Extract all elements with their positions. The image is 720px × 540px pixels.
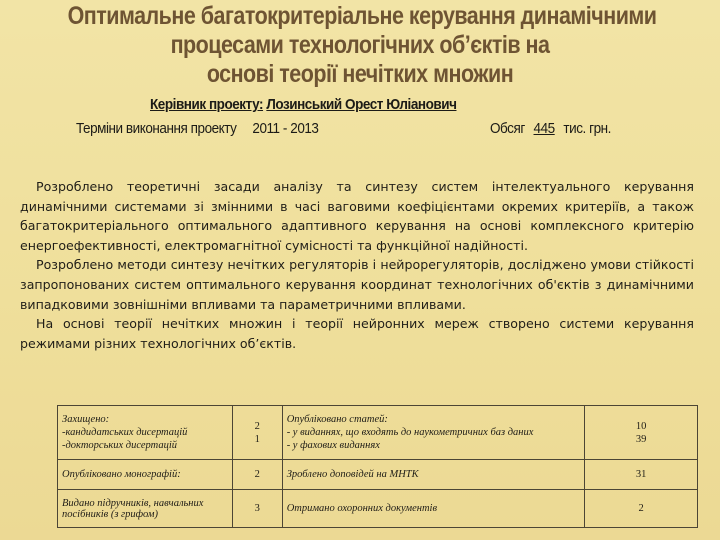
cell-line: Опубліковано статей: — [286, 414, 388, 425]
cell-value: 1 — [254, 433, 260, 445]
cell-line: - у фахових виданнях — [286, 440, 380, 451]
project-terms-volume — [76, 120, 634, 137]
results-table — [57, 405, 698, 528]
cell-line: Захищено: — [62, 414, 110, 425]
table-cell-articles — [282, 406, 585, 460]
cell-value: 2 — [254, 420, 260, 432]
table-cell-dissertations — [58, 406, 233, 460]
title-line-3: основі теорії нечітких множин — [206, 60, 514, 88]
table-row — [58, 490, 698, 528]
table-cell-dissertations-count — [232, 406, 282, 460]
title-line-1: Оптимальне багатокритеріальне керування динамічними — [67, 2, 657, 30]
volume-value: 445 — [533, 120, 555, 137]
leader-name: Лозинський Орест Юліанович — [266, 96, 457, 113]
page-title — [67, 2, 657, 89]
table-cell-articles-count — [585, 406, 698, 460]
table-row — [58, 460, 698, 490]
table-cell-reports-count: 31 — [585, 460, 698, 490]
cell-value: 10 — [635, 420, 647, 432]
leader-label: Керівник проекту: — [150, 96, 264, 113]
table-cell-monographs-count: 2 — [232, 460, 282, 490]
volume-label: Обсяг — [490, 120, 525, 137]
title-line-2: процесами технологічних об’єктів на — [170, 31, 550, 59]
project-description — [20, 177, 694, 353]
volume-group — [490, 120, 611, 137]
cell-line: -докторських дисертацій — [62, 440, 178, 451]
terms-value: 2011 - 2013 — [252, 120, 319, 137]
description-paragraph-2: Розроблено методи синтезу нечітких регуляторів і нейрорегуляторів, досліджено умови стійкості запропонованих систем оптимального керування координат технологічних об'єктів з динамічними випадковими зовнішніми впливами та параметричними впливами. — [20, 257, 694, 312]
table-cell-reports: Зроблено доповідей на МНТК — [282, 460, 585, 490]
table-cell-monographs: Опубліковано монографій: — [58, 460, 233, 490]
description-paragraph-1: Розроблено теоретичні засади аналізу та синтезу систем інтелектуального керування динамічними системами зі змінними в часі ваговими коефіцієнтами окремих критеріїв, а також багатокритеріального оптимального адаптивного керування на основі комплексного критерію енергоефективності, електромагнітної сумісності та функційної надійності. — [20, 179, 694, 253]
table-cell-textbooks: Видано підручників, навчальних посібників (з грифом) — [58, 490, 233, 528]
volume-unit: тис. грн. — [563, 120, 611, 137]
cell-value: 39 — [635, 433, 647, 445]
cell-line: -кандидатських дисертацій — [62, 427, 188, 438]
project-leader — [150, 96, 546, 113]
table-cell-patents: Отримано охоронних документів — [282, 490, 585, 528]
description-paragraph-3: На основі теорії нечітких множин і теорії нейронних мереж створено системи керування режимами різних технологічних об’єктів. — [20, 316, 694, 351]
table-cell-patents-count: 2 — [585, 490, 698, 528]
cell-line: - у виданнях, що входять до наукометричних баз даних — [286, 427, 534, 438]
table-row — [58, 406, 698, 460]
terms-label: Терміни виконання проекту — [76, 120, 237, 137]
table-cell-textbooks-count: 3 — [232, 490, 282, 528]
